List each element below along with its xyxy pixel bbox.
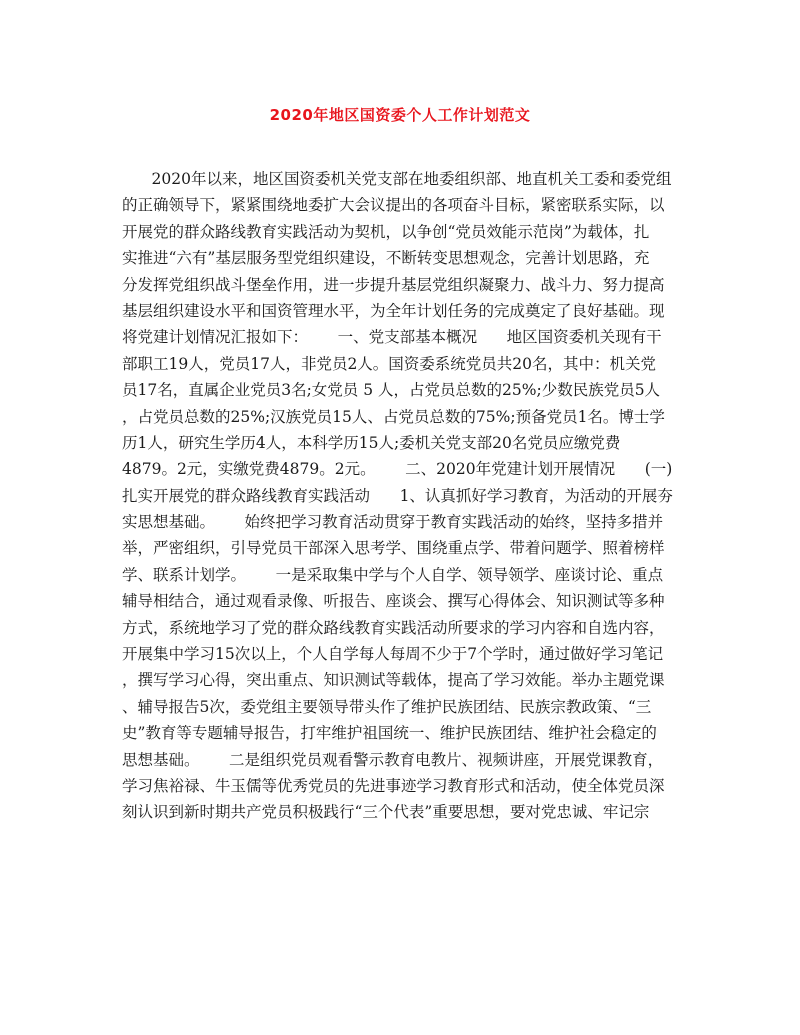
body-line: 2020年以来，地区国资委机关党支部在地委组织部、地直机关工委和委党组 [122,170,672,188]
body-line: 员17名，直属企业党员3名;女党员 5 人，占党员总数的25%;少数民族党员5人 [122,381,661,400]
body-line: 开展党的群众路线教育实践活动为契机，以争创“党员效能示范岗”为载体，扎 [122,222,650,241]
body-line: 历1人，研究生学历4人，本科学历15人;委机关党支部20名党员应缴党费 [122,433,621,452]
body-line: 、辅导报告5次，委党组主要领导带头作了维护民族团结、民族宗教政策、“三 [122,697,652,716]
body-line: 方式，系统地学习了党的群众路线教育实践活动所要求的学习内容和自选内容， [122,618,665,637]
body-line: 思想基础。 二是组织党员观看警示教育电教片、视频讲座，开展党课教育， [122,750,664,769]
body-line: 学习焦裕禄、牛玉儒等优秀党员的先进事迹学习教育形式和活动，使全体党员深 [122,776,665,795]
body-line: 开展集中学习15次以上，个人自学每人每周不少于7个学时，通过做好学习笔记 [122,645,664,664]
body-line: 刻认识到新时期共产党员积极践行“三个代表”重要思想，要对党忠诚、牢记宗 [122,803,650,822]
body-line: 举，严密组织，引导党员干部深入思考学、围绕重点学、带着问题学、照着榜样 [122,539,665,558]
body-line: 学、联系计划学。 一是采取集中学与个人自学、领导领学、座谈讨论、重点 [122,565,664,584]
body-line: 分发挥党组织战斗堡垒作用，进一步提升基层党组织凝聚力、战斗力、努力提高 [122,275,665,294]
body-line: ，撰写学习心得，突出重点、知识测试等载体，提高了学习效能。举办主题党课 [122,671,665,690]
body-line: 基层组织建设水平和国资管理水平，为全年计划任务的完成奠定了良好基础。现 [122,301,665,320]
body-line: 辅导相结合，通过观看录像、听报告、座谈会、撰写心得体会、知识测试等多种 [122,592,665,611]
body-line: ，占党员总数的25%;汉族党员15人、占党员总数的75%;预备党员1名。博士学 [122,407,665,426]
body-line: 扎实开展党的群众路线教育实践活动 1、认真抓好学习教育，为活动的开展夯 [122,486,673,505]
document-body [122,166,682,826]
body-line: 4879。2元，实缴党费4879。2元。 二、2020年党建计划开展情况 (一) [122,460,673,479]
body-line: 实思想基础。 始终把学习教育活动贯穿于教育实践活动的始终，坚持多措并 [122,513,664,532]
body-line: 部职工19人，党员17人，非党员2人。国资委系统党员共20名，其中：机关党 [122,354,657,373]
body-line: 将党建计划情况汇报如下： 一、党支部基本概况 地区国资委机关现有干 [122,328,662,347]
body-line: 史”教育等专题辅导报告，打牢维护祖国统一、维护民族团结、维护社会稳定的 [122,724,657,743]
document-title: 2020年地区国资委个人工作计划范文 [269,106,531,124]
body-line: 的正确领导下，紧紧围绕地委扩大会议提出的各项奋斗目标，紧密联系实际，以 [122,196,665,215]
body-line: 实推进“六有”基层服务型党组织建设，不断转变思想观念，完善计划思路，充 [122,249,650,268]
